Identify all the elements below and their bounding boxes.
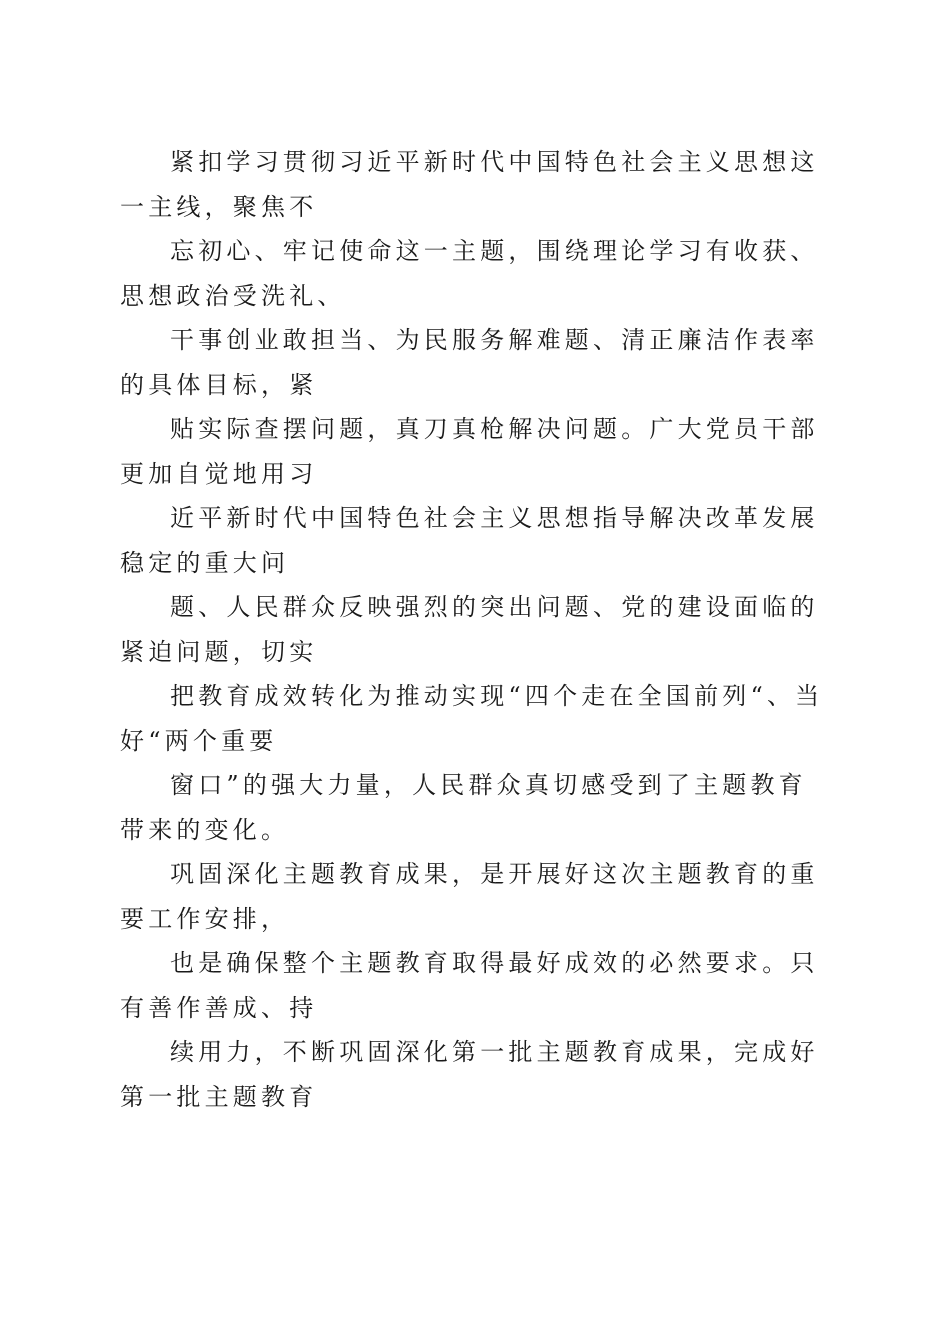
paragraph-10: 也是确保整个主题教育取得最好成效的必然要求。只有善作善成、持 — [120, 949, 819, 1022]
paragraph-6: 题、人民群众反映强烈的突出问题、党的建设面临的紧迫问题，切实 — [120, 593, 819, 666]
paragraph-7: 把教育成效转化为推动实现“四个走在全国前列“、当好“两个重要 — [120, 682, 824, 755]
paragraph-8: 窗口”的强大力量，人民群众真切感受到了主题教育带来的变化。 — [120, 771, 807, 844]
paragraph-11: 续用力，不断巩固深化第一批主题教育成果，完成好第一批主题教育 — [120, 1038, 819, 1111]
paragraph-1: 紧扣学习贯彻习近平新时代中国特色社会主义思想这一主线，聚焦不 — [120, 148, 819, 221]
paragraph-3: 干事创业敢担当、为民服务解难题、清正廉洁作表率的具体目标，紧 — [120, 326, 819, 399]
paragraph-9: 巩固深化主题教育成果，是开展好这次主题教育的重要工作安排， — [120, 860, 819, 933]
paragraph-5: 近平新时代中国特色社会主义思想指导解决改革发展稳定的重大问 — [120, 504, 819, 577]
paragraph-2: 忘初心、牢记使命这一主题，围绕理论学习有收获、思想政治受洗礼、 — [120, 237, 819, 310]
document-body — [120, 140, 830, 1119]
paragraph-4: 贴实际查摆问题，真刀真枪解决问题。广大党员干部更加自觉地用习 — [120, 415, 819, 488]
